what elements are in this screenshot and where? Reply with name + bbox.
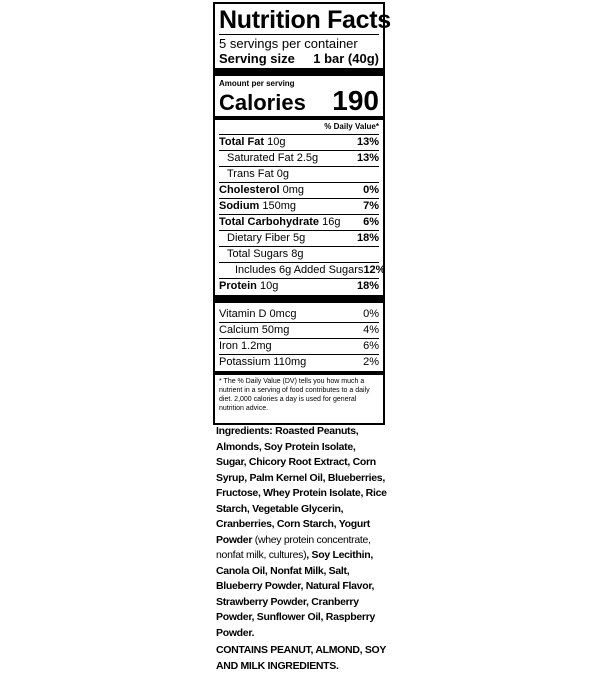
nutrient-pct: 13% [356, 136, 379, 148]
nutrient-name: Includes 6g Added Sugars [235, 264, 364, 276]
nutrient-name: Saturated Fat [227, 152, 294, 164]
vitamin-pct: 6% [363, 340, 379, 352]
amount-per-serving: Amount per serving [219, 79, 295, 88]
nutrient-name: Trans Fat [227, 168, 274, 180]
nutrient-name: Total Carbohydrate [219, 216, 320, 228]
nutrient-name: Protein [219, 280, 257, 292]
nutrient-name: Total Fat [219, 136, 265, 148]
vitamin-pct: 4% [363, 324, 379, 336]
vitamin-name: Iron [219, 340, 238, 352]
nutrient-row-total-sugars [219, 247, 379, 263]
vitamin-row-potassium [219, 355, 379, 371]
nutrient-pct: 18% [356, 280, 379, 292]
thick-divider [215, 68, 383, 76]
vitamin-name: Vitamin D [219, 308, 267, 320]
nutrient-row-total-carbohydrate [219, 215, 379, 231]
nutrient-amount: 16g [322, 216, 341, 228]
ingredients-text-bold-2: , Soy Lecithin, Canola Oil, Nonfat Milk, Salt, Blueberry Powder, Natural Flavor, Strawberry Powder, Cranberry Powder, Sunflower Oil, Raspberry Powder. [216, 549, 376, 639]
vitamin-name: Potassium [219, 356, 271, 368]
vitamin-row-calcium [219, 323, 379, 339]
nutrition-facts-label [213, 2, 391, 425]
nutrient-row-dietary-fiber [219, 231, 379, 247]
nutrient-pct: 13% [356, 152, 379, 164]
nutrient-amount: 10g [267, 136, 286, 148]
allergen-statement: CONTAINS PEANUT, ALMOND, SOY AND MILK INGREDIENTS. [216, 644, 386, 672]
calories-label: Calories [219, 90, 306, 115]
nutrient-row-sodium [219, 199, 379, 215]
nutrient-amount: 150mg [262, 200, 297, 212]
nutrient-amount: 5g [293, 232, 306, 244]
daily-value-footnote: * The % Daily Value (DV) tells you how much a nutrient in a serving of food contributes to a daily diet. 2,000 calories a day is used for general nutrition advice. [219, 378, 370, 412]
vitamin-row-iron [219, 339, 379, 355]
nutrient-name: Cholesterol [219, 184, 280, 196]
vitamin-pct: 2% [363, 356, 379, 368]
vitamin-amount: 1.2mg [241, 340, 272, 352]
vitamin-amount: 0mcg [269, 308, 297, 320]
nutrition-panel [210, 0, 391, 672]
ingredients-text-normal: (whey protein concentrate, nonfat milk, cultures) [216, 533, 371, 561]
nutrient-amount: 2.5g [296, 152, 319, 164]
ingredients-text-bold: Ingredients: Roasted Peanuts, Almonds, Soy Protein Isolate, Sugar, Chicory Root Extract, Corn Syrup, Palm Kernel Oil, Blueberries, Fructose, Whey Protein Isolate, Rice Starch, Vegetable Glycerin, Cranberries, Corn Starch, Yogurt Powder [216, 425, 387, 546]
serving-size-value: 1 bar (40g) [313, 51, 379, 66]
thick-divider [215, 295, 383, 303]
label-title: Nutrition Facts [219, 6, 391, 34]
nutrient-row-total-fat [219, 135, 379, 151]
nutrient-amount: 0g [276, 168, 289, 180]
nutrient-pct: 7% [363, 200, 379, 212]
nutrient-row-protein [219, 279, 379, 295]
nutrient-amount: 10g [259, 280, 279, 292]
servings-per-container: 5 servings per container [219, 34, 379, 51]
vitamin-amount: 110mg [273, 356, 307, 368]
nutrient-row-added-sugars [219, 263, 386, 279]
ingredients-list [216, 424, 388, 674]
nutrient-name: Total Sugars [227, 248, 289, 260]
nutrient-amount: 8g [291, 248, 304, 260]
serving-size-label: Serving size [219, 51, 295, 66]
nutrient-name: Sodium [219, 200, 260, 212]
vitamin-pct: 0% [363, 308, 379, 320]
vitamin-amount: 50mg [261, 324, 290, 336]
medium-divider [215, 371, 383, 375]
nutrient-pct: 6% [363, 216, 379, 228]
vitamin-row-vitamin-d [219, 307, 379, 323]
daily-value-header: % Daily Value* [219, 120, 379, 135]
nutrient-pct: 12% [363, 264, 386, 276]
nutrient-row-cholesterol [219, 183, 379, 199]
calories-row [219, 87, 379, 115]
vitamin-name: Calcium [219, 324, 259, 336]
nutrient-pct: 18% [356, 232, 379, 244]
serving-size-row [219, 51, 379, 66]
nutrient-amount: 0mg [282, 184, 304, 196]
calories-value: 190 [332, 85, 379, 116]
nutrient-row-saturated-fat [219, 151, 379, 167]
nutrient-pct: 0% [363, 184, 379, 196]
nutrient-name: Dietary Fiber [227, 232, 290, 244]
nutrient-row-trans-fat [219, 167, 379, 183]
